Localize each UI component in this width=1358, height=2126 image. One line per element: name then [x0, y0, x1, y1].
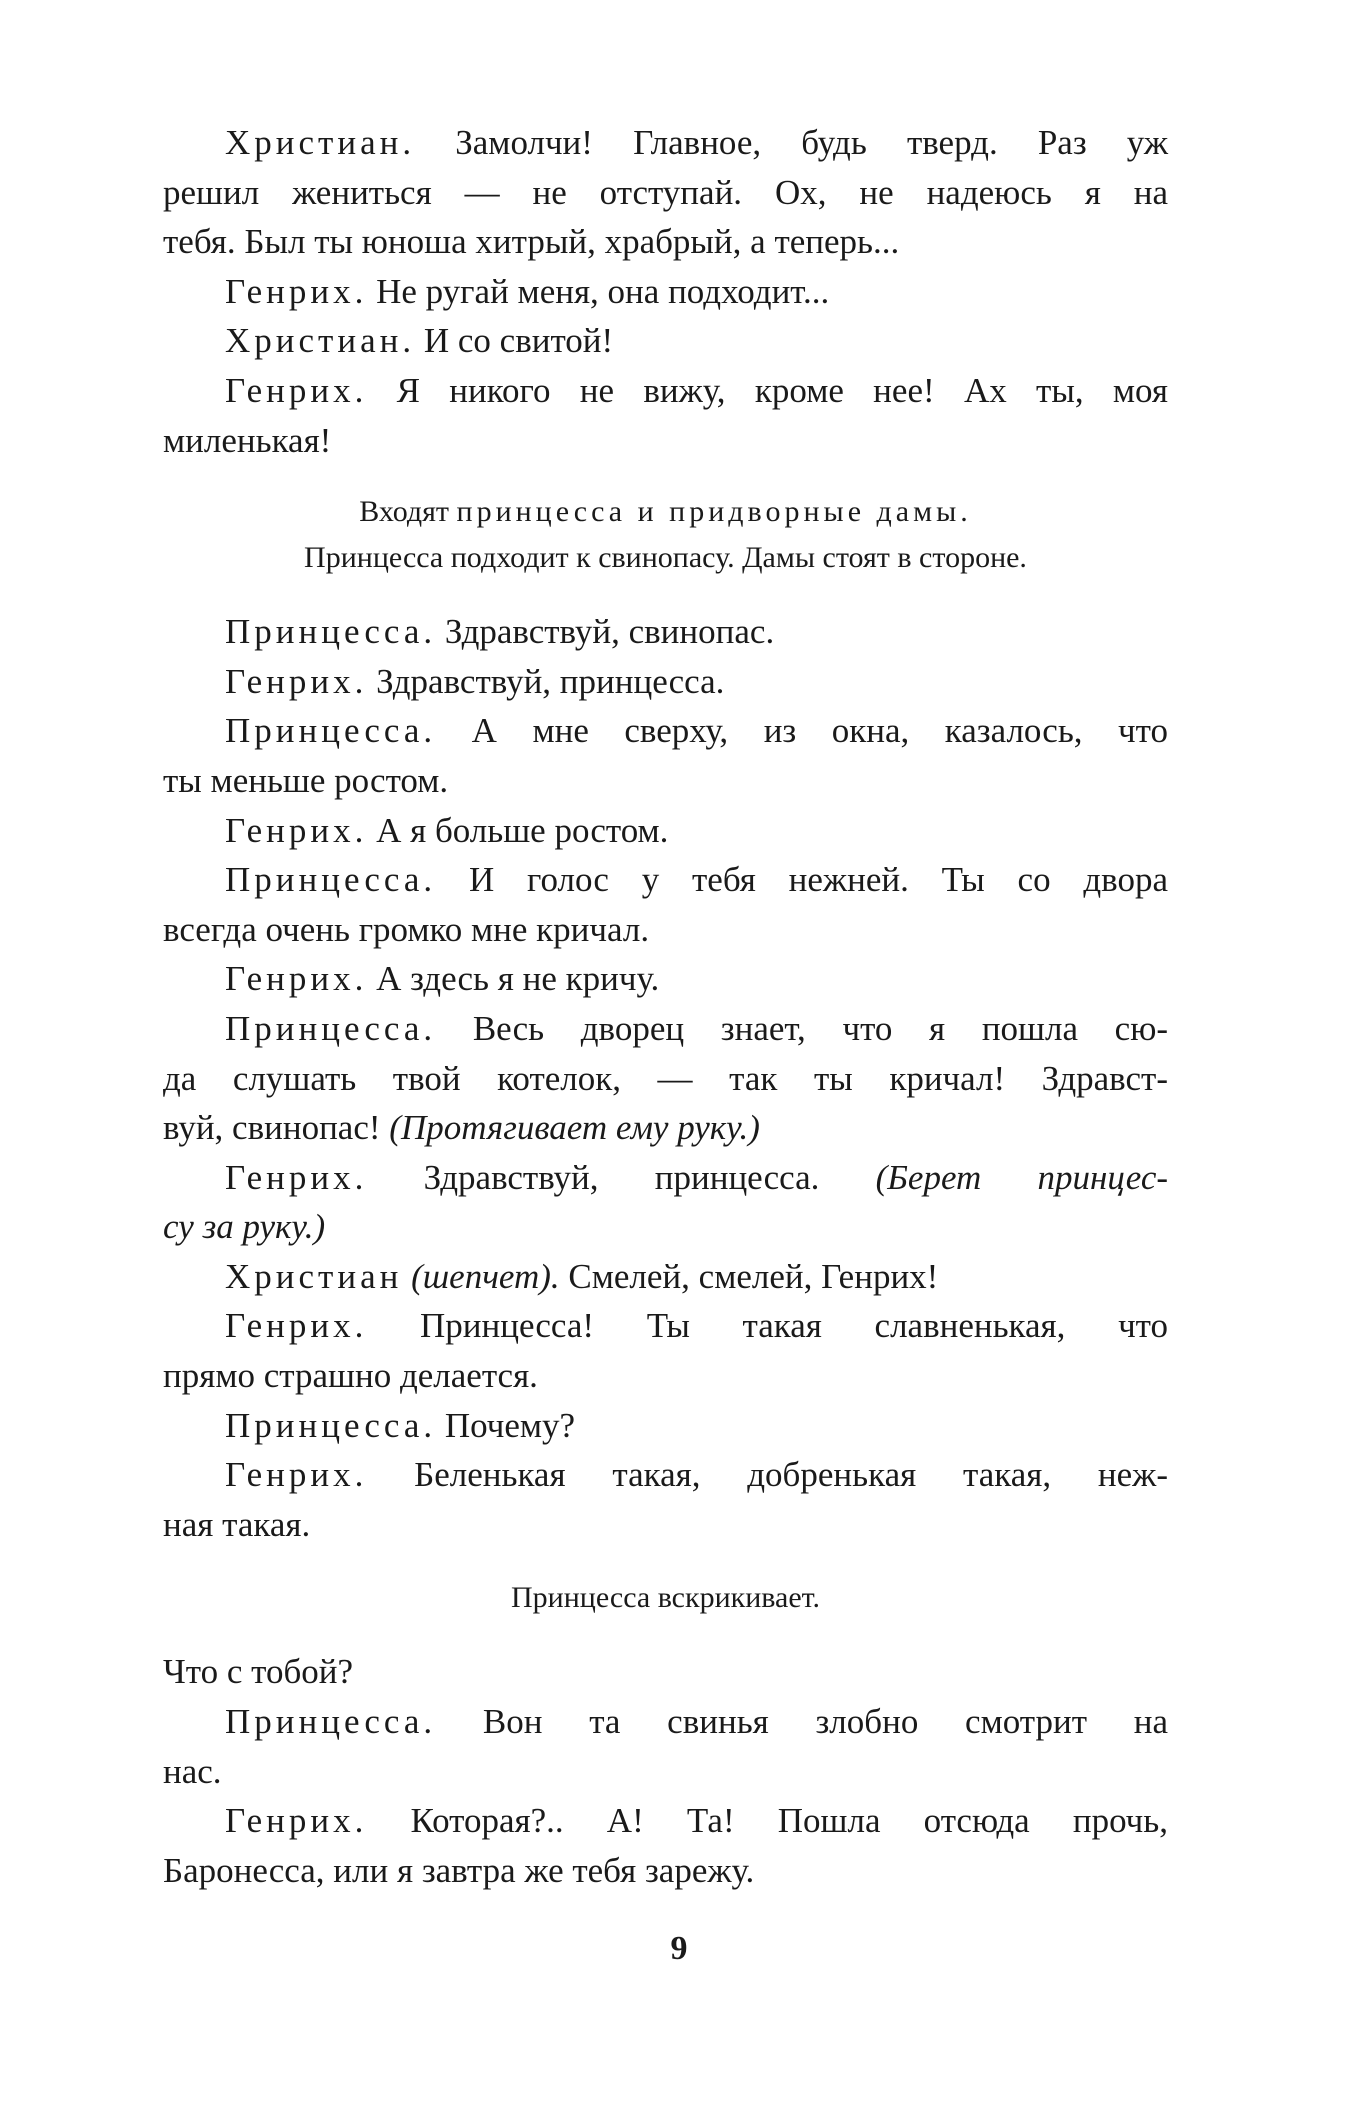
text-line	[163, 1697, 1168, 1747]
line-text: Здравствуй, свинопас.	[444, 612, 775, 652]
stage-direction-line: Принцесса вскрикивает.	[510, 1581, 821, 1615]
line-text: Замолчи! Главное, будь тверд. Раз уж	[455, 123, 1168, 162]
book-page-text	[163, 118, 1168, 1895]
line-text: Принцесса! Ты такая славненькая, что	[419, 1306, 1168, 1346]
line-text: А здесь я не кричу.	[376, 959, 660, 999]
speaker-name: Генрих.	[225, 1306, 368, 1346]
stage-characters: принцесса и придворные дамы.	[456, 495, 972, 529]
speaker-name: Генрих.	[225, 271, 368, 311]
line-text: Смелей, смелей, Генрих!	[568, 1256, 939, 1296]
text-line	[163, 806, 1168, 856]
line-text: вуй, свинопас!	[163, 1108, 381, 1148]
line-text: Которая?.. А! Та! Пошла отсюда прочь,	[410, 1801, 1168, 1841]
text-line	[163, 316, 1168, 366]
text-line	[163, 118, 1168, 168]
stage-text: Входят	[359, 495, 450, 529]
text-line: Что с тобой?	[163, 1652, 354, 1692]
line-text: А мне сверху, из окна, казалось, что	[471, 711, 1168, 751]
text-line: тебя. Был ты юноша хитрый, храбрый, а теперь...	[163, 222, 900, 262]
line-text: Я никого не вижу, кроме нее! Ах ты, моя	[396, 370, 1168, 410]
line-text: Почему?	[444, 1405, 576, 1445]
speaker-name: Генрих.	[225, 1455, 368, 1495]
line-text: Беленькая такая, добренькая такая, неж-	[414, 1455, 1169, 1495]
text-line	[163, 1401, 1168, 1451]
page-number: 9	[670, 1930, 688, 1967]
text-line	[163, 1252, 1168, 1302]
line-text: Вон та свинья злобно смотрит на	[482, 1702, 1169, 1742]
text-line: да слушать твой котелок, — так ты кричал! Здравст-	[163, 1058, 1168, 1098]
speaker-name: Генрих.	[225, 810, 368, 850]
line-text: Здравствуй, принцесса.	[376, 661, 725, 701]
speaker-name: Генрих.	[225, 959, 368, 999]
text-line	[163, 855, 1168, 905]
speaker-name: Генрих.	[225, 1157, 368, 1197]
text-line	[163, 366, 1168, 416]
text-line	[163, 1450, 1168, 1500]
text-line: прямо страшно делается.	[163, 1356, 538, 1396]
speaker-name: Принцесса.	[225, 1008, 437, 1048]
text-line	[163, 657, 1168, 707]
line-text: И со свитой!	[423, 321, 614, 361]
speaker-name: Принцесса.	[225, 711, 437, 751]
speaker-name: Принцесса.	[225, 1702, 437, 1742]
text-line	[163, 1796, 1168, 1846]
stage-direction	[163, 489, 1168, 581]
stage-direction	[163, 1575, 1168, 1621]
text-line: ная такая.	[163, 1504, 311, 1544]
text-line	[163, 267, 1168, 317]
speaker-name: Генрих.	[225, 1801, 368, 1841]
line-text: Весь дворец знает, что я пошла сю-	[472, 1008, 1169, 1048]
text-line	[163, 954, 1168, 1004]
text-line: всегда очень громко мне кричал.	[163, 909, 650, 949]
speaker-name: Принцесса.	[225, 860, 437, 900]
text-line	[163, 607, 1168, 657]
speaker-name: Христиан.	[225, 321, 416, 361]
text-line	[163, 1103, 1168, 1153]
text-line: нас.	[163, 1751, 222, 1791]
stage-remark: (шепчет).	[411, 1256, 560, 1296]
line-text: Не ругай меня, она подходит...	[376, 271, 830, 311]
speaker-name: Генрих.	[225, 661, 368, 701]
speaker-name: Генрих.	[225, 370, 368, 410]
stage-direction-line: Принцесса подходит к свинопасу. Дамы стоят в стороне.	[304, 541, 1027, 575]
text-line	[163, 1004, 1168, 1054]
speaker-name: Принцесса.	[225, 612, 437, 652]
text-line	[163, 1301, 1168, 1351]
speaker-name: Принцесса.	[225, 1405, 437, 1445]
line-text: И голос у тебя нежней. Ты со двора	[468, 860, 1169, 900]
line-text: Здравствуй, принцесса.	[423, 1157, 820, 1197]
line-text: А я больше ростом.	[376, 810, 669, 850]
text-line	[163, 1153, 1168, 1203]
text-line	[163, 706, 1168, 756]
text-line: миленькая!	[163, 420, 332, 460]
text-line: ты меньше ростом.	[163, 760, 449, 800]
stage-remark: (Берет принцес-	[875, 1157, 1169, 1197]
speaker-name: Христиан.	[225, 123, 416, 162]
stage-remark: (Протягивает ему руку.)	[389, 1108, 760, 1148]
stage-direction-line	[163, 489, 1168, 535]
text-line: решил жениться — не отступай. Ох, не надеюсь я на	[163, 172, 1168, 212]
stage-remark-line: су за руку.)	[163, 1207, 326, 1247]
text-line: Баронесса, или я завтра же тебя зарежу.	[163, 1850, 755, 1890]
speaker-name: Христиан	[225, 1256, 403, 1296]
